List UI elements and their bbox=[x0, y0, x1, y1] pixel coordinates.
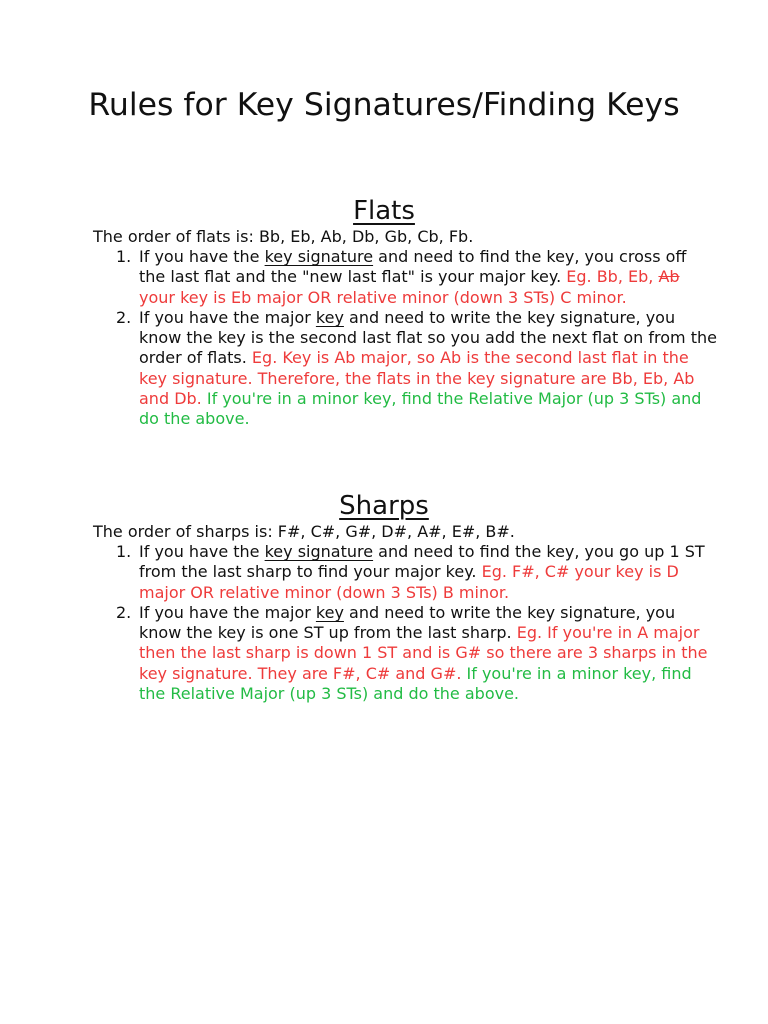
text-run: Ab bbox=[658, 267, 680, 287]
text-run: Eg. If you're in A major then the last sharp is down 1 ST and is G# so there are 3 sharps in the key signature. They are F#, C# and G#. bbox=[139, 623, 708, 683]
text-run: Eg. F#, C# your key is D major OR relative minor (down 3 STs) B minor. bbox=[139, 562, 679, 602]
sharps-order-line: The order of sharps is: F#, C#, G#, D#, A#, E#, B#. bbox=[93, 522, 515, 541]
rule-item bbox=[116, 308, 717, 430]
flats-order-line: The order of flats is: Bb, Eb, Ab, Db, Gb, Cb, Fb. bbox=[93, 227, 474, 246]
sharps-rules-list bbox=[116, 542, 717, 704]
flats-heading: Flats bbox=[353, 196, 415, 226]
text-run: key signature bbox=[264, 542, 374, 561]
text-run: and need to find the key, you cross off the last flat and the "new last flat" is your major key. bbox=[139, 247, 687, 287]
text-run: key bbox=[315, 307, 344, 327]
text-run: your key is Eb major OR relative minor (down 3 STs) C minor. bbox=[139, 287, 627, 307]
text-run: key bbox=[315, 602, 344, 622]
rule-number: 1. bbox=[116, 247, 132, 266]
rule-item bbox=[116, 603, 717, 704]
text-run: Eg. Bb, Eb, bbox=[566, 267, 659, 287]
text-run: If you have the bbox=[139, 247, 265, 266]
text-run: key signature bbox=[264, 247, 374, 266]
rule-number: 2. bbox=[116, 307, 132, 327]
text-run: and need to find the key, you go up 1 ST from the last sharp to find your major key. bbox=[139, 542, 705, 582]
rule-item bbox=[116, 247, 717, 308]
text-run: If you're in a minor key, find the Relative Major (up 3 STs) and do the above. bbox=[139, 663, 692, 704]
text-run: and need to write the key signature, you know the key is the second last flat so you add the next flat on from the order of flats. bbox=[139, 307, 717, 368]
text-run: If you have the bbox=[139, 542, 265, 561]
text-run: and need to write the key signature, you know the key is one ST up from the last sharp. bbox=[139, 602, 676, 643]
rule-item bbox=[116, 542, 717, 603]
text-run: If you have the major bbox=[139, 602, 316, 622]
rule-number: 2. bbox=[116, 602, 132, 622]
page-title: Rules for Key Signatures/Finding Keys bbox=[88, 87, 680, 123]
text-run: If you're in a minor key, find the Relative Major (up 3 STs) and do the above. bbox=[139, 389, 702, 429]
text-run: If you have the major bbox=[139, 307, 316, 327]
rule-number: 1. bbox=[116, 542, 132, 561]
flats-rules-list bbox=[116, 247, 717, 430]
text-run: Eg. Key is Ab major, so Ab is the second last flat in the key signature. Therefore, the flats in the key signature are Bb, Eb, Ab and Db. bbox=[139, 348, 695, 409]
sharps-heading: Sharps bbox=[339, 491, 429, 521]
